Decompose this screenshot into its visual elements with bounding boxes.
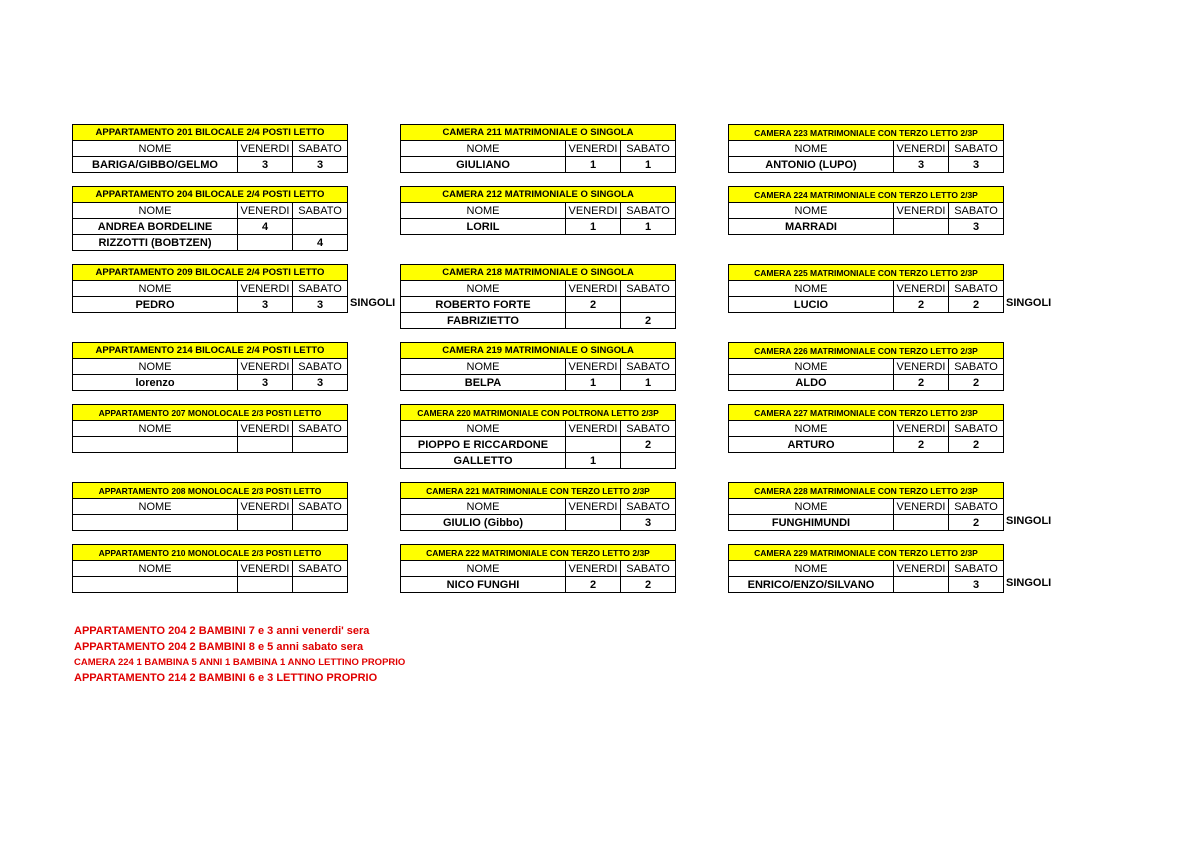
table-title: CAMERA 218 MATRIMONIALE O SINGOLA xyxy=(401,265,676,281)
sabato-count-cell: 3 xyxy=(293,297,348,313)
table-header-row xyxy=(73,141,348,157)
table-row xyxy=(73,297,348,313)
column-header: VENERDI xyxy=(894,421,949,437)
table-row xyxy=(729,375,1004,391)
table-title-row xyxy=(73,405,348,421)
singoli-label: SINGOLI xyxy=(1006,577,1052,589)
table-header-row xyxy=(401,561,676,577)
column-header: VENERDI xyxy=(238,359,293,375)
guest-name-cell: GALLETTO xyxy=(401,453,566,469)
venerdi-count-cell xyxy=(894,219,949,235)
note-line: CAMERA 224 1 BAMBINA 5 ANNI 1 BAMBINA 1 ANNO LETTINO PROPRIO xyxy=(74,657,406,668)
venerdi-count-cell: 1 xyxy=(566,219,621,235)
column-header: SABATO xyxy=(949,421,1004,437)
sabato-count-cell: 2 xyxy=(949,437,1004,453)
sabato-count-cell: 1 xyxy=(621,375,676,391)
sabato-count-cell: 2 xyxy=(949,375,1004,391)
table-title-row xyxy=(401,187,676,203)
column-header: SABATO xyxy=(293,561,348,577)
room-table xyxy=(400,544,676,593)
venerdi-count-cell: 2 xyxy=(566,297,621,313)
table-title: CAMERA 211 MATRIMONIALE O SINGOLA xyxy=(401,125,676,141)
table-title: APPARTAMENTO 209 BILOCALE 2/4 POSTI LETTO xyxy=(73,265,348,281)
room-table xyxy=(72,342,348,391)
room-table xyxy=(400,482,676,531)
column-header: VENERDI xyxy=(566,499,621,515)
guest-name-cell: NICO FUNGHI xyxy=(401,577,566,593)
table-row xyxy=(73,577,348,593)
guest-name-cell: ROBERTO FORTE xyxy=(401,297,566,313)
column-header: SABATO xyxy=(621,141,676,157)
table-title-row xyxy=(729,545,1004,561)
table-title-row xyxy=(729,125,1004,141)
sabato-count-cell: 2 xyxy=(621,577,676,593)
column-header: VENERDI xyxy=(238,421,293,437)
column-header: NOME xyxy=(401,281,566,297)
singoli-label: SINGOLI xyxy=(1006,515,1052,527)
column-header: NOME xyxy=(73,359,238,375)
table-title: APPARTAMENTO 214 BILOCALE 2/4 POSTI LETTO xyxy=(73,343,348,359)
venerdi-count-cell xyxy=(566,515,621,531)
table-title-row xyxy=(73,343,348,359)
column-header: SABATO xyxy=(621,359,676,375)
table-header-row xyxy=(73,421,348,437)
guest-name-cell: FABRIZIETTO xyxy=(401,313,566,329)
venerdi-count-cell xyxy=(238,515,293,531)
table-title: CAMERA 222 MATRIMONIALE CON TERZO LETTO 2/3P xyxy=(401,545,676,561)
venerdi-count-cell xyxy=(566,313,621,329)
venerdi-count-cell xyxy=(238,437,293,453)
column-header: NOME xyxy=(73,203,238,219)
table-header-row xyxy=(729,141,1004,157)
table-header-row xyxy=(729,561,1004,577)
column-header: SABATO xyxy=(293,281,348,297)
room-table xyxy=(728,264,1004,313)
column-header: SABATO xyxy=(293,499,348,515)
guest-name-cell: ANDREA BORDELINE xyxy=(73,219,238,235)
notes-section xyxy=(74,624,405,686)
venerdi-count-cell: 4 xyxy=(238,219,293,235)
table-title: APPARTAMENTO 204 BILOCALE 2/4 POSTI LETTO xyxy=(73,187,348,203)
column-header: VENERDI xyxy=(238,499,293,515)
table-header-row xyxy=(73,499,348,515)
venerdi-count-cell: 2 xyxy=(894,437,949,453)
column-header: NOME xyxy=(401,421,566,437)
venerdi-count-cell: 1 xyxy=(566,453,621,469)
column-header: SABATO xyxy=(621,281,676,297)
venerdi-count-cell: 2 xyxy=(894,375,949,391)
table-title-row xyxy=(73,545,348,561)
column-header: VENERDI xyxy=(238,141,293,157)
column-header: NOME xyxy=(401,499,566,515)
room-table xyxy=(728,544,1004,593)
column-header: SABATO xyxy=(293,203,348,219)
table-header-row xyxy=(73,561,348,577)
guest-name-cell: LUCIO xyxy=(729,297,894,313)
guest-name-cell: GIULIANO xyxy=(401,157,566,173)
sabato-count-cell: 3 xyxy=(293,157,348,173)
sabato-count-cell: 1 xyxy=(621,157,676,173)
venerdi-count-cell: 1 xyxy=(566,375,621,391)
table-title-row xyxy=(729,343,1004,359)
table-header-row xyxy=(729,421,1004,437)
table-title-row xyxy=(401,405,676,421)
table-row xyxy=(401,453,676,469)
column-header: SABATO xyxy=(621,203,676,219)
sabato-count-cell: 2 xyxy=(621,437,676,453)
table-row xyxy=(401,437,676,453)
table-header-row xyxy=(401,141,676,157)
room-table xyxy=(728,482,1004,531)
table-row xyxy=(401,515,676,531)
venerdi-count-cell: 3 xyxy=(238,375,293,391)
column-header: NOME xyxy=(73,561,238,577)
table-row xyxy=(401,375,676,391)
guest-name-cell: PIOPPO E RICCARDONE xyxy=(401,437,566,453)
venerdi-count-cell xyxy=(238,235,293,251)
sabato-count-cell xyxy=(621,297,676,313)
sabato-count-cell: 1 xyxy=(621,219,676,235)
table-header-row xyxy=(401,281,676,297)
column-header: NOME xyxy=(729,281,894,297)
column-header: VENERDI xyxy=(894,141,949,157)
table-title-row xyxy=(401,343,676,359)
table-header-row xyxy=(729,203,1004,219)
sabato-count-cell: 3 xyxy=(949,219,1004,235)
table-header-row xyxy=(73,359,348,375)
column-header: NOME xyxy=(401,203,566,219)
column-header: SABATO xyxy=(621,561,676,577)
room-table xyxy=(400,264,676,329)
table-row xyxy=(401,157,676,173)
table-header-row xyxy=(73,281,348,297)
table-header-row xyxy=(401,359,676,375)
table-title: CAMERA 223 MATRIMONIALE CON TERZO LETTO 2/3P xyxy=(729,125,1004,141)
table-row xyxy=(73,375,348,391)
room-table xyxy=(400,186,676,235)
venerdi-count-cell: 1 xyxy=(566,157,621,173)
sabato-count-cell xyxy=(293,437,348,453)
table-title: CAMERA 212 MATRIMONIALE O SINGOLA xyxy=(401,187,676,203)
sabato-count-cell: 2 xyxy=(621,313,676,329)
table-title-row xyxy=(401,265,676,281)
column-header: SABATO xyxy=(949,281,1004,297)
sabato-count-cell: 2 xyxy=(949,515,1004,531)
column-header: VENERDI xyxy=(566,421,621,437)
sabato-count-cell: 3 xyxy=(621,515,676,531)
table-title: CAMERA 228 MATRIMONIALE CON TERZO LETTO 2/3P xyxy=(729,483,1004,499)
sabato-count-cell xyxy=(293,577,348,593)
column-header: SABATO xyxy=(293,359,348,375)
table-header-row xyxy=(73,203,348,219)
venerdi-count-cell xyxy=(566,437,621,453)
table-title-row xyxy=(401,483,676,499)
table-row xyxy=(729,577,1004,593)
table-row xyxy=(73,235,348,251)
venerdi-count-cell: 3 xyxy=(238,297,293,313)
column-header: VENERDI xyxy=(894,281,949,297)
venerdi-count-cell: 2 xyxy=(566,577,621,593)
column-header: NOME xyxy=(401,141,566,157)
column-header: NOME xyxy=(729,421,894,437)
table-row xyxy=(401,577,676,593)
table-row xyxy=(401,219,676,235)
column-header: SABATO xyxy=(293,141,348,157)
guest-name-cell xyxy=(73,437,238,453)
table-title-row xyxy=(73,187,348,203)
guest-name-cell xyxy=(73,577,238,593)
table-title-row xyxy=(729,187,1004,203)
room-table xyxy=(728,404,1004,453)
guest-name-cell: FUNGHIMUNDI xyxy=(729,515,894,531)
table-row xyxy=(729,515,1004,531)
column-header: VENERDI xyxy=(566,561,621,577)
room-table xyxy=(72,482,348,531)
column-header: SABATO xyxy=(949,499,1004,515)
guest-name-cell: MARRADI xyxy=(729,219,894,235)
table-title: CAMERA 225 MATRIMONIALE CON TERZO LETTO 2/3P xyxy=(729,265,1004,281)
sabato-count-cell: 3 xyxy=(949,157,1004,173)
sabato-count-cell xyxy=(293,219,348,235)
guest-name-cell: LORIL xyxy=(401,219,566,235)
column-header: SABATO xyxy=(949,203,1004,219)
room-table xyxy=(72,404,348,453)
table-row xyxy=(729,437,1004,453)
column-header: VENERDI xyxy=(566,203,621,219)
room-table xyxy=(728,342,1004,391)
table-row xyxy=(729,157,1004,173)
column-header: VENERDI xyxy=(894,359,949,375)
table-row xyxy=(729,219,1004,235)
table-title-row xyxy=(73,265,348,281)
note-line: APPARTAMENTO 214 2 BAMBINI 6 e 3 LETTINO PROPRIO xyxy=(74,671,378,684)
column-header: VENERDI xyxy=(566,141,621,157)
venerdi-count-cell: 2 xyxy=(894,297,949,313)
guest-name-cell: BELPA xyxy=(401,375,566,391)
column-header: VENERDI xyxy=(894,561,949,577)
column-header: NOME xyxy=(729,561,894,577)
column-header: NOME xyxy=(401,359,566,375)
table-title: CAMERA 224 MATRIMONIALE CON TERZO LETTO 2/3P xyxy=(729,187,1004,203)
table-title: APPARTAMENTO 208 MONOLOCALE 2/3 POSTI LETTO xyxy=(73,483,348,499)
column-header: SABATO xyxy=(621,499,676,515)
singoli-label: SINGOLI xyxy=(1006,297,1052,309)
column-header: NOME xyxy=(729,499,894,515)
table-title: CAMERA 220 MATRIMONIALE CON POLTRONA LETTO 2/3P xyxy=(401,405,676,421)
table-title: APPARTAMENTO 201 BILOCALE 2/4 POSTI LETTO xyxy=(73,125,348,141)
table-title: APPARTAMENTO 210 MONOLOCALE 2/3 POSTI LETTO xyxy=(73,545,348,561)
note-line: APPARTAMENTO 204 2 BAMBINI 7 e 3 anni venerdi' sera xyxy=(74,625,370,637)
column-header: NOME xyxy=(401,561,566,577)
table-row xyxy=(73,515,348,531)
guest-name-cell: ARTURO xyxy=(729,437,894,453)
table-title: CAMERA 221 MATRIMONIALE CON TERZO LETTO 2/3P xyxy=(401,483,676,499)
guest-name-cell: BARIGA/GIBBO/GELMO xyxy=(73,157,238,173)
column-header: NOME xyxy=(73,281,238,297)
column-header: SABATO xyxy=(621,421,676,437)
table-header-row xyxy=(401,499,676,515)
guest-name-cell: GIULIO (Gibbo) xyxy=(401,515,566,531)
sabato-count-cell: 2 xyxy=(949,297,1004,313)
guest-name-cell: ALDO xyxy=(729,375,894,391)
table-title-row xyxy=(401,545,676,561)
column-header: VENERDI xyxy=(894,203,949,219)
table-row xyxy=(73,157,348,173)
column-header: NOME xyxy=(729,141,894,157)
guest-name-cell xyxy=(73,515,238,531)
guest-name-cell: ANTONIO (LUPO) xyxy=(729,157,894,173)
singoli-label: SINGOLI xyxy=(350,297,396,309)
sabato-count-cell xyxy=(621,453,676,469)
table-header-row xyxy=(401,203,676,219)
column-header: VENERDI xyxy=(238,561,293,577)
table-header-row xyxy=(401,421,676,437)
sabato-count-cell: 3 xyxy=(949,577,1004,593)
column-header: NOME xyxy=(73,499,238,515)
table-title-row xyxy=(729,405,1004,421)
column-header: VENERDI xyxy=(566,281,621,297)
column-header: VENERDI xyxy=(238,203,293,219)
column-header: SABATO xyxy=(293,421,348,437)
sabato-count-cell: 4 xyxy=(293,235,348,251)
table-title: CAMERA 229 MATRIMONIALE CON TERZO LETTO 2/3P xyxy=(729,545,1004,561)
table-title-row xyxy=(73,125,348,141)
column-header: SABATO xyxy=(949,359,1004,375)
column-header: SABATO xyxy=(949,141,1004,157)
room-table xyxy=(400,342,676,391)
table-row xyxy=(729,297,1004,313)
table-row xyxy=(73,219,348,235)
guest-name-cell: PEDRO xyxy=(73,297,238,313)
venerdi-count-cell xyxy=(894,515,949,531)
room-table xyxy=(400,404,676,469)
column-header: SABATO xyxy=(949,561,1004,577)
guest-name-cell: RIZZOTTI (BOBTZEN) xyxy=(73,235,238,251)
room-table xyxy=(72,124,348,173)
sabato-count-cell xyxy=(293,515,348,531)
table-title-row xyxy=(73,483,348,499)
column-header: VENERDI xyxy=(894,499,949,515)
column-header: NOME xyxy=(729,359,894,375)
table-row xyxy=(73,437,348,453)
guest-name-cell: lorenzo xyxy=(73,375,238,391)
table-header-row xyxy=(729,281,1004,297)
room-table xyxy=(400,124,676,173)
room-table xyxy=(728,124,1004,173)
table-title: CAMERA 227 MATRIMONIALE CON TERZO LETTO 2/3P xyxy=(729,405,1004,421)
venerdi-count-cell: 3 xyxy=(894,157,949,173)
table-title-row xyxy=(729,265,1004,281)
table-row xyxy=(401,313,676,329)
room-table xyxy=(72,264,348,313)
room-table xyxy=(72,544,348,593)
guest-name-cell: ENRICO/ENZO/SILVANO xyxy=(729,577,894,593)
table-title-row xyxy=(401,125,676,141)
note-line: APPARTAMENTO 204 2 BAMBINI 8 e 5 anni sabato sera xyxy=(74,640,364,653)
venerdi-count-cell xyxy=(894,577,949,593)
room-table xyxy=(728,186,1004,235)
column-header: NOME xyxy=(729,203,894,219)
table-title: APPARTAMENTO 207 MONOLOCALE 2/3 POSTI LETTO xyxy=(73,405,348,421)
column-header: NOME xyxy=(73,421,238,437)
table-header-row xyxy=(729,359,1004,375)
venerdi-count-cell xyxy=(238,577,293,593)
column-header: VENERDI xyxy=(566,359,621,375)
table-title-row xyxy=(729,483,1004,499)
table-header-row xyxy=(729,499,1004,515)
sabato-count-cell: 3 xyxy=(293,375,348,391)
room-table xyxy=(72,186,348,251)
column-header: NOME xyxy=(73,141,238,157)
venerdi-count-cell: 3 xyxy=(238,157,293,173)
column-header: VENERDI xyxy=(238,281,293,297)
table-row xyxy=(401,297,676,313)
table-title: CAMERA 226 MATRIMONIALE CON TERZO LETTO 2/3P xyxy=(729,343,1004,359)
table-title: CAMERA 219 MATRIMONIALE O SINGOLA xyxy=(401,343,676,359)
